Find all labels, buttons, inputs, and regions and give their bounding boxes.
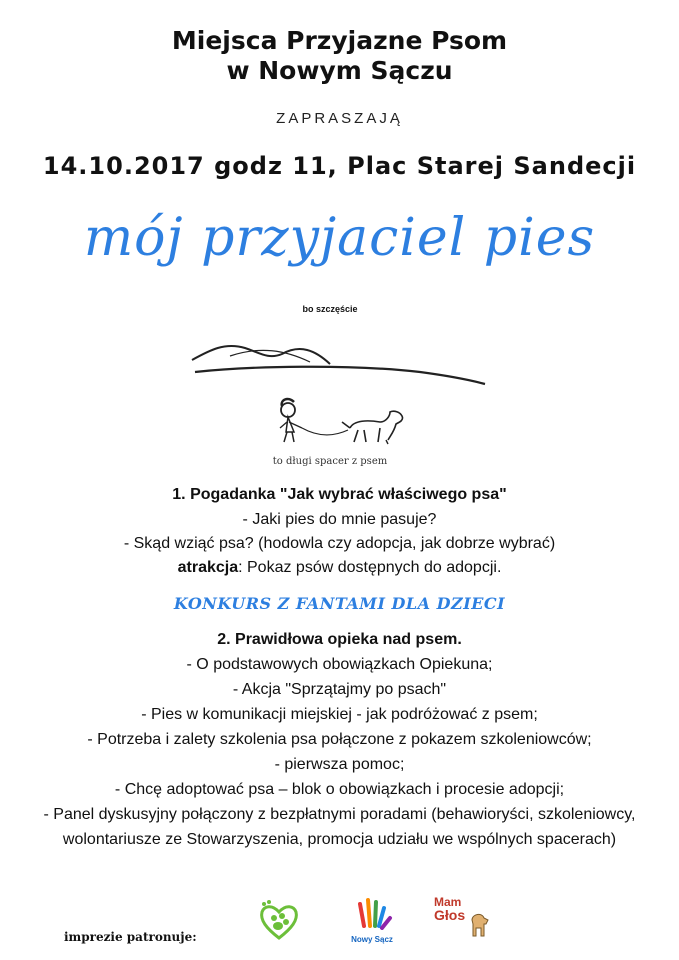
contest-heading: KONKURS Z FANTAMI DLA DZIECI: [173, 594, 506, 613]
section2-item: - Panel dyskusyjny połączony z bezpłatnymi poradami (behawioryści, szkoleniowcy,: [43, 806, 636, 823]
dog-figure: [342, 411, 403, 444]
nowy-sacz-logo-text: Nowy Sącz: [351, 935, 393, 944]
section1-heading: 1. Pogadanka "Jak wybrać właściwego psa": [172, 486, 507, 503]
section2-item: - O podstawowych obowiązkach Opiekuna;: [186, 656, 493, 673]
nowy-sacz-logo: [344, 896, 400, 948]
paws-heart-logo: [256, 898, 302, 944]
dog-icon: [468, 910, 492, 940]
child-figure: [280, 399, 302, 442]
motto-heading: mój przyjaciel pies: [83, 208, 596, 268]
section2-item: - Akcja "Sprzątajmy po psach": [232, 681, 447, 698]
nowy-sacz-hand-icon: [344, 896, 400, 930]
mam-glos-text-2: Głos: [434, 907, 466, 923]
invite-text: ZAPRASZAJĄ: [276, 110, 403, 127]
event-date-location: 14.10.2017 godz 11, Plac Starej Sandecji: [42, 152, 637, 180]
section2-item: wolontariusze ze Stowarzyszenia, promocja udziału we wspólnych spacerach): [62, 831, 617, 848]
section1-item: - Skąd wziąć psa? (hodowla czy adopcja, jak dobrze wybrać): [123, 535, 556, 552]
leash: [302, 428, 348, 435]
attraction-text: : Pokaz psów dostępnych do adopcji.: [238, 559, 502, 576]
hills-walk-illustration: [190, 332, 490, 472]
section1-attraction: [0, 556, 679, 580]
section2-item: - Potrzeba i zalety szkolenia psa połączone z pokazem szkoleniowców;: [87, 731, 592, 748]
title-line-1: Miejsca Przyjazne Psom: [171, 26, 508, 55]
attraction-label: atrakcja: [177, 559, 239, 576]
section1-item: - Jaki pies do mnie pasuje?: [242, 511, 437, 528]
patron-label: imprezie patronuje:: [64, 930, 197, 944]
section2-heading: 2. Prawidłowa opieka nad psem.: [217, 631, 462, 648]
mam-glos-logo: [434, 896, 494, 948]
section2-item: - Pies w komunikacji miejskiej - jak podróżować z psem;: [141, 706, 538, 723]
section2-item: - pierwsza pomoc;: [274, 756, 405, 773]
section2-item: - Chcę adoptować psa – blok o obowiązkach i procesie adopcji;: [114, 781, 565, 798]
horizon-line: [195, 367, 485, 384]
illustration-caption: to długi spacer z psem: [272, 456, 388, 467]
tagline: bo szczęście: [302, 304, 358, 314]
mam-glos-text-1: Mam: [434, 895, 462, 909]
title-line-2: w Nowym Sączu: [226, 56, 453, 85]
